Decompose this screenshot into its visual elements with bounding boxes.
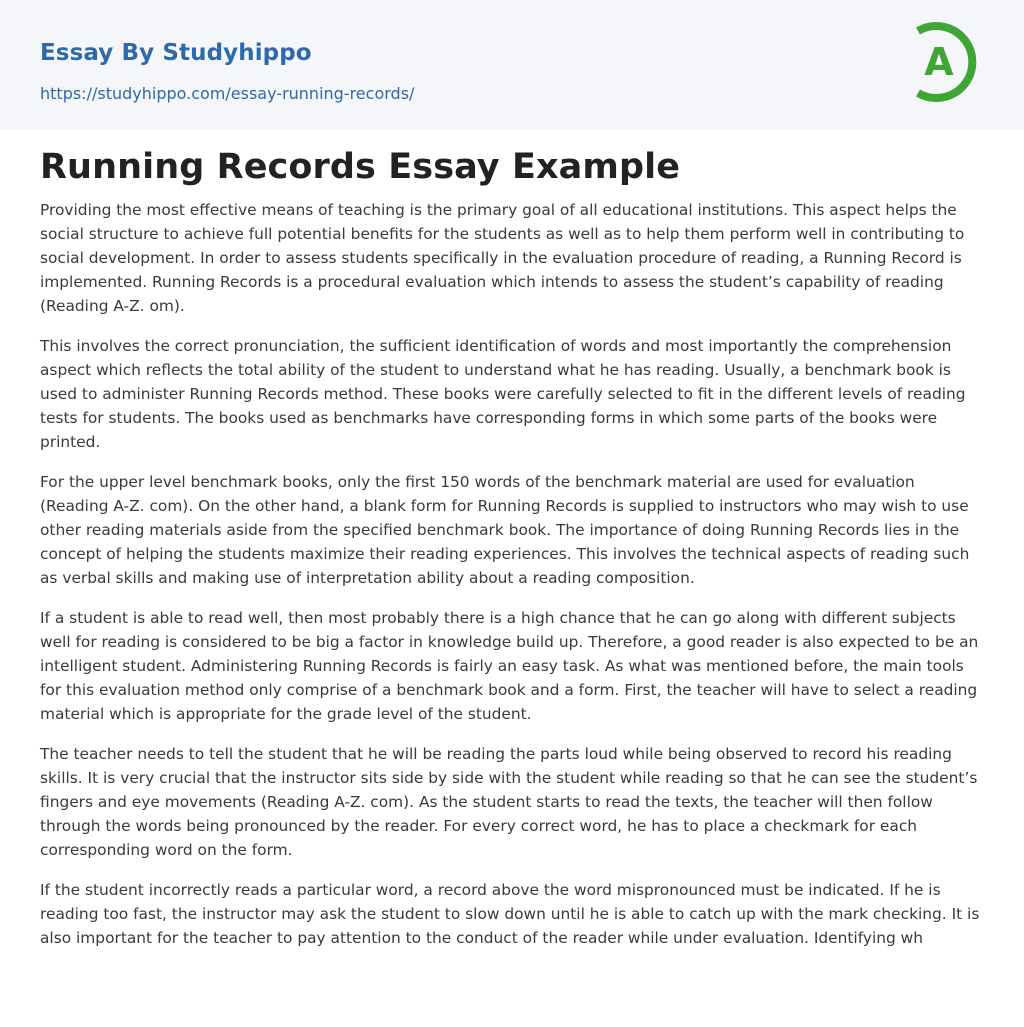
site-header — [0, 0, 1024, 129]
studyhippo-logo-icon[interactable] — [908, 17, 988, 107]
article-paragraph: This involves the correct pronunciation, the sufficient identification of words and most importantly the comprehension aspect which reflects the total ability of the student to understand what he has reading. Usually, a benchmark book is used to administer Running Records method. These books were carefully selected to fit in the different levels of reading tests for students. The books used as benchmarks have corresponding forms in which some parts of the books were printed. — [40, 337, 966, 451]
article-paragraph: Providing the most effective means of teaching is the primary goal of all educational institutions. This aspect helps the social structure to achieve full potential benefits for the students as well as to help them perform well in contributing to social development. In order to assess students specifically in the evaluation procedure of reading, a Running Record is implemented. Running Records is a procedural evaluation which intends to assess the student’s capability of reading (Reading A-Z. om). — [40, 201, 965, 315]
article-paragraph: If the student incorrectly reads a particular word, a record above the word mispronounced must be indicated. If he is reading too fast, the instructor may ask the student to slow down until he is able to catch up with the mark checking. It is also important for the teacher to pay attention to the conduct of the reader while under evaluation. Identifying wh — [40, 881, 980, 947]
article — [40, 142, 986, 966]
logo-letter: A — [924, 40, 954, 84]
article-paragraph: If a student is able to read well, then most probably there is a high chance that he can go along with different subjects well for reading is considered to be big a factor in knowledge build up. Therefore, a good reader is also expected to be an intelligent student. Administering Running Records is fairly an easy task. As what was mentioned before, the main tools for this evaluation method only comprise of a benchmark book and a form. First, the teacher will have to select a reading material which is appropriate for the grade level of the student. — [40, 609, 979, 723]
site-brand[interactable]: Essay By Studyhippo — [40, 40, 312, 66]
article-paragraph: For the upper level benchmark books, only the first 150 words of the benchmark material are used for evaluation (Reading A-Z. com). On the other hand, a blank form for Running Records is supplied to instructors who may wish to use other reading materials aside from the specified benchmark book. The importance of doing Running Records lies in the concept of helping the students maximize their reading experiences. This involves the technical aspects of reading such as verbal skills and making use of interpretation ability about a reading composition. — [40, 473, 970, 587]
article-title: Running Records Essay Example — [40, 147, 681, 187]
essay-url-link[interactable]: https://studyhippo.com/essay-running-records/ — [40, 84, 415, 103]
article-paragraph: The teacher needs to tell the student that he will be reading the parts loud while being observed to record his reading skills. It is very crucial that the instructor sits side by side with the student while reading so that he can see the student’s fingers and eye movements (Reading A-Z. com). As the student starts to read the texts, the teacher will then follow through the words being pronounced by the reader. For every correct word, he has to place a checkmark for each corresponding word on the form. — [40, 745, 978, 859]
